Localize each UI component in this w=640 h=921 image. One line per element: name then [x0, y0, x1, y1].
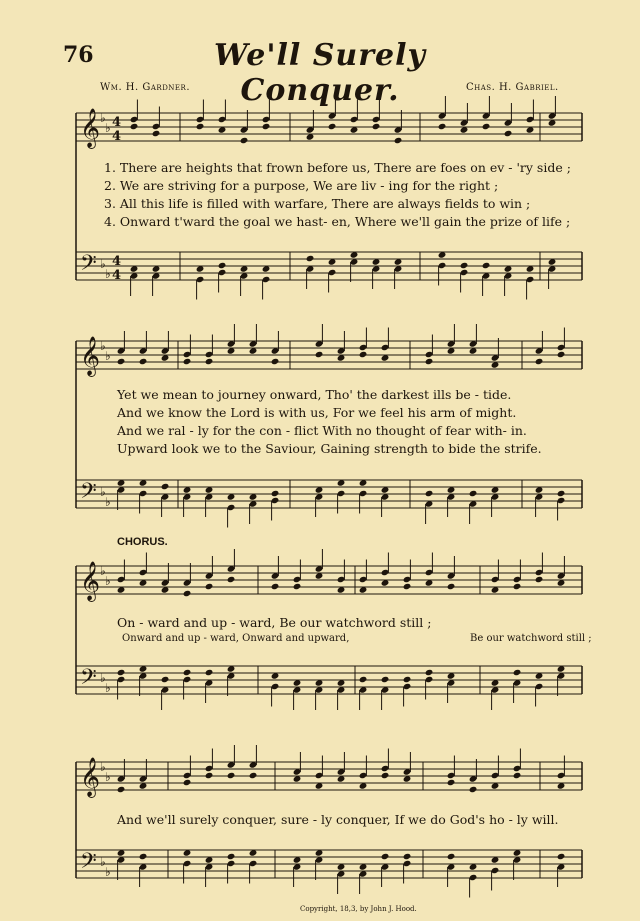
- note-head: [306, 255, 315, 262]
- note-head: [196, 123, 205, 130]
- note-head: [438, 123, 447, 130]
- chorus-line: And we'll surely conquer, sure - ly conquer, If we do God's ho - ly will.: [117, 812, 559, 827]
- verse-line: 4. Onward t'ward the goal we hast- en, Where we'll gain the prize of life ;: [104, 214, 571, 229]
- flat-icon: ♭: [105, 865, 111, 879]
- note-head: [139, 358, 148, 365]
- note-head: [447, 853, 456, 860]
- note-head: [557, 351, 566, 358]
- page-number: 76: [63, 42, 94, 68]
- flat-icon: ♭: [100, 339, 106, 353]
- note-head: [227, 576, 236, 583]
- note-head: [381, 676, 390, 683]
- note-head: [403, 583, 412, 590]
- note-head: [359, 676, 368, 683]
- flat-icon: ♭: [100, 760, 106, 774]
- note-head: [205, 358, 214, 365]
- hymn-title: We'll Surely Conquer.: [214, 38, 426, 108]
- note-head: [271, 490, 280, 497]
- composer-credit: Chas. H. Gabriel.: [466, 82, 559, 93]
- flat-icon: ♭: [100, 671, 106, 685]
- note-head: [469, 786, 478, 793]
- note-head: [183, 590, 192, 597]
- bass-clef-icon: 𝄢: [80, 251, 97, 281]
- note-head: [205, 583, 214, 590]
- note-head: [372, 123, 381, 130]
- flat-icon: ♭: [100, 855, 106, 869]
- note-head: [183, 779, 192, 786]
- note-head: [425, 669, 434, 676]
- treble-clef-icon: 𝄞: [80, 757, 101, 797]
- chorus-line-echo: Onward and up - ward, Onward and upward,: [122, 633, 350, 644]
- flat-icon: ♭: [105, 574, 111, 588]
- note-head: [535, 358, 544, 365]
- flat-icon: ♭: [100, 485, 106, 499]
- flat-icon: ♭: [100, 564, 106, 578]
- verse-line: 1. There are heights that frown before us, There are foes on ev - 'ry side ;: [104, 160, 571, 175]
- verse-line: 3. All this life is filled with warfare, There are always fields to win ;: [104, 196, 531, 211]
- flat-icon: ♭: [100, 111, 106, 125]
- note-head: [117, 669, 126, 676]
- flat-icon: ♭: [105, 770, 111, 784]
- note-head: [482, 123, 491, 130]
- chorus-echo-end: Be our watchword still ;: [470, 633, 592, 644]
- note-head: [469, 490, 478, 497]
- time-signature: 4: [112, 129, 122, 144]
- time-signature: 4: [112, 268, 122, 283]
- bass-clef-icon: 𝄢: [80, 665, 97, 695]
- note-head: [271, 358, 280, 365]
- note-head: [240, 137, 249, 144]
- note-head: [227, 772, 236, 779]
- flat-icon: ♭: [105, 495, 111, 509]
- note-head: [513, 772, 522, 779]
- time-signature: 4: [112, 254, 122, 269]
- flat-icon: ♭: [105, 349, 111, 363]
- note-head: [381, 853, 390, 860]
- note-head: [381, 772, 390, 779]
- note-head: [161, 483, 170, 490]
- note-head: [425, 358, 434, 365]
- note-head: [504, 130, 513, 137]
- note-head: [447, 779, 456, 786]
- verse-line: And we ral - ly for the con - flict With no thought of fear with- in.: [117, 423, 527, 438]
- note-head: [117, 786, 126, 793]
- treble-clef-icon: 𝄞: [80, 561, 101, 601]
- note-head: [328, 123, 337, 130]
- verse-line: Upward look we to the Saviour, Gaining strength to bide the strife.: [117, 441, 542, 456]
- note-head: [249, 772, 258, 779]
- bass-clef-icon: 𝄢: [80, 479, 97, 509]
- chorus-line: On - ward and up - ward, Be our watchword still ;: [117, 615, 432, 630]
- treble-clef-icon: 𝄞: [80, 108, 101, 148]
- note-head: [535, 576, 544, 583]
- note-head: [447, 583, 456, 590]
- copyright-notice: Copyright, 18,3, by John J. Hood.: [300, 905, 417, 913]
- note-head: [183, 669, 192, 676]
- note-head: [205, 772, 214, 779]
- note-head: [183, 358, 192, 365]
- note-head: [271, 583, 280, 590]
- lyricist-credit: Wm. H. Gardner.: [100, 82, 190, 93]
- note-head: [359, 351, 368, 358]
- note-head: [315, 351, 324, 358]
- note-head: [482, 262, 491, 269]
- flat-icon: ♭: [105, 121, 111, 135]
- note-head: [227, 853, 236, 860]
- flat-icon: ♭: [100, 257, 106, 271]
- verse-line: And we know the Lord is with us, For we feel his arm of might.: [117, 405, 517, 420]
- note-head: [139, 853, 148, 860]
- note-head: [403, 853, 412, 860]
- verse-line: Yet we mean to journey onward, Tho' the darkest ills be - tide.: [117, 387, 512, 402]
- note-head: [557, 490, 566, 497]
- note-head: [218, 262, 227, 269]
- flat-icon: ♭: [105, 681, 111, 695]
- note-head: [403, 676, 412, 683]
- note-head: [117, 358, 126, 365]
- note-head: [152, 130, 161, 137]
- note-head: [557, 853, 566, 860]
- bass-clef-icon: 𝄢: [80, 849, 97, 879]
- flat-icon: ♭: [105, 267, 111, 281]
- note-head: [460, 262, 469, 269]
- note-head: [262, 123, 271, 130]
- note-head: [394, 137, 403, 144]
- note-head: [513, 583, 522, 590]
- chorus-label: CHORUS.: [117, 536, 168, 548]
- treble-clef-icon: 𝄞: [80, 336, 101, 376]
- note-head: [293, 583, 302, 590]
- verse-line: 2. We are striving for a purpose, We are liv - ing for the right ;: [104, 178, 499, 193]
- note-head: [205, 669, 214, 676]
- time-signature: 4: [112, 115, 122, 130]
- note-head: [130, 123, 139, 130]
- note-head: [425, 490, 434, 497]
- note-head: [161, 676, 170, 683]
- note-head: [513, 669, 522, 676]
